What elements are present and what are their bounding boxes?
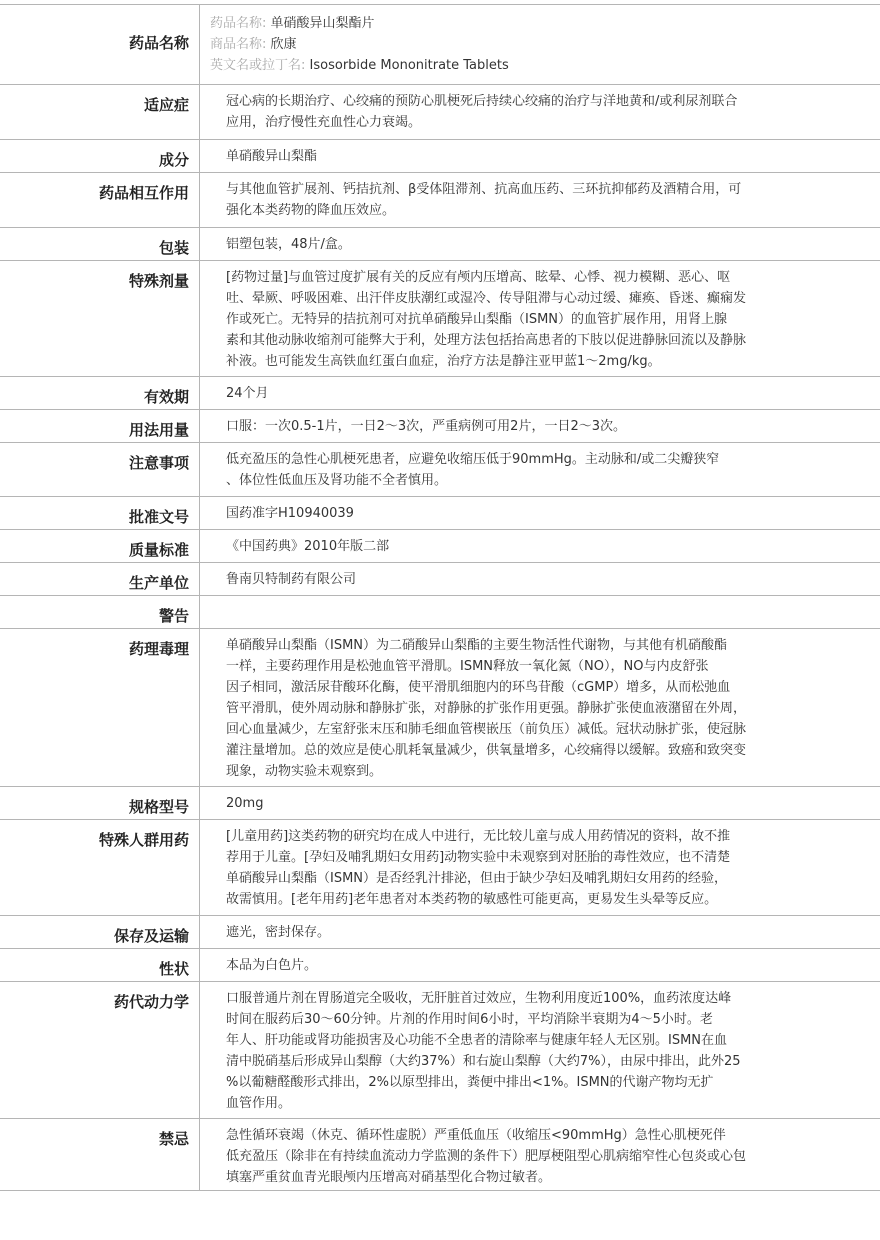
row-value — [200, 563, 880, 595]
row-label: 规格型号 — [0, 787, 200, 819]
text-line: 单硝酸异山梨酯（ISMN）为二硝酸异山梨酯的主要生物活性代谢物，与其他有机硝酸酯 — [226, 638, 728, 653]
english-name-value: Isosorbide Mononitrate Tablets — [309, 58, 509, 73]
row-label: 注意事项 — [0, 443, 200, 496]
brand-name-value: 欣康 — [270, 37, 297, 52]
row-label: 有效期 — [0, 377, 200, 409]
generic-name-key: 药品名称: — [210, 16, 267, 31]
row-appearance — [0, 948, 880, 981]
row-label: 药品相互作用 — [0, 173, 200, 227]
row-drug-name — [0, 4, 880, 84]
row-pharmacokinetics — [0, 981, 880, 1118]
text-line: 应用，治疗慢性充血性心力衰竭。 — [226, 115, 422, 130]
text-line: 回心血量减少，左室舒张末压和肺毛细血管楔嵌压（前负压）减低。冠状动脉扩张，使冠脉 — [226, 722, 747, 737]
text-line: 铝塑包装，48片/盒。 — [226, 237, 351, 252]
row-label: 特殊剂量 — [0, 261, 200, 376]
text-line: 20mg — [226, 796, 264, 811]
text-line: 填塞严重贫血青光眼颅内压增高对硝基型化合物过敏者。 — [226, 1170, 552, 1185]
row-packaging — [0, 227, 880, 260]
text-line: 吐、晕厥、呼吸困难、出汗伴皮肤潮红或湿冷、传导阻滞与心动过缓、瘫痪、昏迷、癫痫发 — [226, 291, 747, 306]
generic-name-value: 单硝酸异山梨酯片 — [270, 16, 375, 31]
text-line: 因子相同，激活尿苷酸环化酶，使平滑肌细胞内的环鸟苷酸（cGMP）增多，从而松弛血 — [226, 680, 731, 695]
row-value — [200, 949, 880, 981]
row-special-dosage — [0, 260, 880, 376]
row-label: 成分 — [0, 140, 200, 172]
row-specification — [0, 786, 880, 819]
row-interactions — [0, 172, 880, 227]
row-value — [200, 85, 880, 139]
text-line: 、体位性低血压及肾功能不全者慎用。 — [226, 473, 448, 488]
row-label: 用法用量 — [0, 410, 200, 442]
row-value — [200, 410, 880, 442]
text-line: [药物过量]与血管过度扩展有关的反应有颅内压增高、眩晕、心悸、视力模糊、恶心、呕 — [226, 270, 731, 285]
row-value — [200, 497, 880, 529]
generic-name-line — [210, 13, 800, 34]
text-line: 低充盈压（除非在有持续血流动力学监测的条件下）肥厚梗阻型心肌病缩窄性心包炎或心包 — [226, 1149, 747, 1164]
row-label: 生产单位 — [0, 563, 200, 595]
text-line: 年人、肝功能或肾功能损害及心功能不全患者的清除率与健康年轻人无区别。ISMN在血 — [226, 1033, 728, 1048]
row-label: 包装 — [0, 228, 200, 260]
text-line: 血管作用。 — [226, 1096, 292, 1111]
text-line: 补液。也可能发生高铁血红蛋白血症，治疗方法是静注亚甲蓝1～2mg/kg。 — [226, 354, 661, 369]
text-line: 本品为白色片。 — [226, 958, 318, 973]
row-value — [200, 820, 880, 915]
english-name-line — [210, 55, 800, 76]
text-line: 管平滑肌，使外周动脉和静脉扩张，对静脉的扩张作用更强。静脉扩张使血液潴留在外周， — [226, 701, 747, 716]
text-line: 低充盈压的急性心肌梗死患者，应避免收缩压低于90mmHg。主动脉和/或二尖瓣狭窄 — [226, 452, 720, 467]
row-warning — [0, 595, 880, 628]
row-label: 适应症 — [0, 85, 200, 139]
text-line: 单硝酸异山梨酯 — [226, 149, 318, 164]
row-label: 禁忌 — [0, 1119, 200, 1190]
row-value — [200, 530, 880, 562]
text-line: 荐用于儿童。[孕妇及哺乳期妇女用药]动物实验中未观察到对胚胎的毒性效应，也不清楚 — [226, 850, 731, 865]
row-label: 特殊人群用药 — [0, 820, 200, 915]
row-quality-standard — [0, 529, 880, 562]
text-line: 国药准字H10940039 — [226, 506, 354, 521]
row-contraindications — [0, 1118, 880, 1191]
row-storage-transport — [0, 915, 880, 948]
row-value — [200, 377, 880, 409]
text-line: 急性循环衰竭（休克、循环性虚脱）严重低血压（收缩压<90mmHg）急性心肌梗死伴 — [226, 1128, 726, 1143]
row-label: 药代动力学 — [0, 982, 200, 1118]
row-label: 药理毒理 — [0, 629, 200, 786]
row-value — [200, 916, 880, 948]
row-value — [200, 261, 880, 376]
row-value — [200, 140, 880, 172]
text-line: 单硝酸异山梨酯（ISMN）是否经乳汁排泌，但由于缺少孕妇及哺乳期妇女用药的经验， — [226, 871, 728, 886]
row-label: 警告 — [0, 596, 200, 628]
row-value — [200, 443, 880, 496]
row-label: 批准文号 — [0, 497, 200, 529]
text-line: 清中脱硝基后形成异山梨醇（大约37%）和右旋山梨醇（大约7%），由尿中排出，此外25 — [226, 1054, 741, 1069]
text-line: 现象，动物实验未观察到。 — [226, 764, 383, 779]
text-line: 与其他血管扩展剂、钙拮抗剂、β受体阻滞剂、抗高血压药、三环抗抑郁药及酒精合用，可 — [226, 182, 742, 197]
row-value — [200, 228, 880, 260]
row-value — [200, 596, 880, 628]
row-indications — [0, 84, 880, 139]
row-value — [200, 173, 880, 227]
row-value — [200, 1119, 880, 1190]
text-line: 口服：一次0.5-1片，一日2～3次，严重病例可用2片，一日2～3次。 — [226, 419, 626, 434]
drug-info-table — [0, 4, 880, 1191]
text-line: 灌注量增加。总的效应是使心肌耗氧量减少，供氧量增多，心绞痛得以缓解。致癌和致突变 — [226, 743, 747, 758]
row-usage-dosage — [0, 409, 880, 442]
row-value — [200, 5, 880, 84]
row-shelf-life — [0, 376, 880, 409]
row-manufacturer — [0, 562, 880, 595]
text-line: 强化本类药物的降血压效应。 — [226, 203, 396, 218]
row-value — [200, 787, 880, 819]
text-line: 冠心病的长期治疗、心绞痛的预防心肌梗死后持续心绞痛的治疗与洋地黄和/或利尿剂联合 — [226, 94, 738, 109]
row-special-populations — [0, 819, 880, 915]
row-label: 性状 — [0, 949, 200, 981]
text-line: 24个月 — [226, 386, 269, 401]
row-label: 质量标准 — [0, 530, 200, 562]
text-line: [儿童用药]这类药物的研究均在成人中进行，无比较儿童与成人用药情况的资料，故不推 — [226, 829, 731, 844]
text-line: 作或死亡。无特异的拮抗剂可对抗单硝酸异山梨酯（ISMN）的血管扩展作用，用肾上腺 — [226, 312, 728, 327]
row-value — [200, 982, 880, 1118]
text-line: 时间在服药后30～60分钟。片剂的作用时间6小时，平均消除半衰期为4～5小时。老 — [226, 1012, 713, 1027]
row-label: 药品名称 — [0, 5, 200, 84]
text-line: %以葡糖醛酸形式排出，2%以原型排出，粪便中排出<1%。ISMN的代谢产物均无扩 — [226, 1075, 714, 1090]
text-line: 《中国药典》2010年版二部 — [226, 539, 390, 554]
row-pharmacology — [0, 628, 880, 786]
text-line: 故需慎用。[老年用药]老年患者对本类药物的敏感性可能更高，更易发生头晕等反应。 — [226, 892, 718, 907]
row-ingredients — [0, 139, 880, 172]
text-line: 口服普通片剂在胃肠道完全吸收，无肝脏首过效应，生物利用度近100%，血药浓度达峰 — [226, 991, 732, 1006]
text-line: 遮光，密封保存。 — [226, 925, 331, 940]
row-precautions — [0, 442, 880, 496]
text-line: 鲁南贝特制药有限公司 — [226, 572, 357, 587]
brand-name-key: 商品名称: — [210, 37, 267, 52]
text-line: 一样，主要药理作用是松弛血管平滑肌。ISMN释放一氧化氮（NO），NO与内皮舒张 — [226, 659, 709, 674]
english-name-key: 英文名或拉丁名: — [210, 58, 306, 73]
text-line: 素和其他动脉收缩剂可能弊大于利，处理方法包括抬高患者的下肢以促进静脉回流以及静脉 — [226, 333, 747, 348]
brand-name-line — [210, 34, 800, 55]
row-label: 保存及运输 — [0, 916, 200, 948]
row-approval-number — [0, 496, 880, 529]
row-value — [200, 629, 880, 786]
